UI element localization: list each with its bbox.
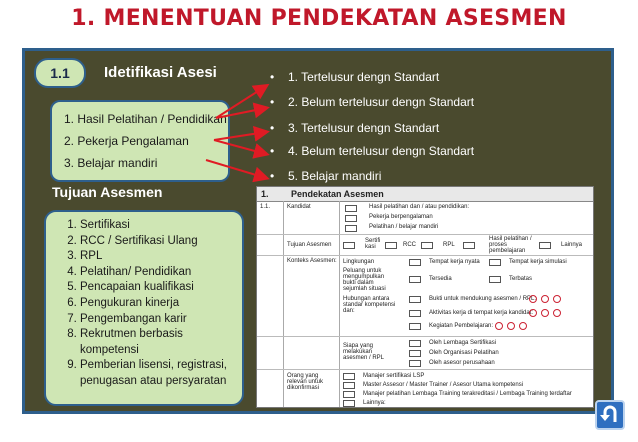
arrow-5: [206, 160, 266, 178]
tujuan-list-box: [44, 210, 244, 406]
bullet-item: • 1. Tertelusur dengn Standart: [270, 70, 440, 84]
checkbox: [409, 310, 421, 317]
tujuan-item: 2. RCC / Sertifikasi Ulang: [80, 234, 236, 250]
checkbox: [489, 276, 501, 283]
sad-face-icon: [519, 322, 527, 330]
checkbox: [343, 391, 355, 398]
bullet-item: • 3. Tertelusur dengn Standart: [270, 121, 440, 135]
tujuan-item: 5. Pencapaian kualifikasi: [80, 280, 236, 296]
neutral-face-icon: [507, 322, 515, 330]
section-number-badge: 1.1: [34, 58, 86, 88]
sad-face-icon: [553, 309, 561, 317]
checkbox: [409, 350, 421, 357]
checkbox: [409, 276, 421, 283]
smiley-icon: [529, 295, 537, 303]
checkbox: [343, 400, 355, 407]
form-screenshot: 1. Pendekatan Asesmen 1.1. Kandidat Hasil pelatihan dan / atau pendidikan: Pekerja berpengalaman Pelatihan / belajar mandiri Tujuan Asesmen Sertifi kasi RCC RPL Hasil pelatihan / proses pembelajaran Lainnya Konteks Asesmen: Lingkungan Peluang untuk mengumpulkan bukti dalam sejumlah situasi Hubungan antara standar kompetensi dan: Tempat kerja nyata Tempat kerja simulasi Tersedia Terbatas Bukti untuk mendukung asesmen / RPL: Aktivitas kerja di tempat kerja kandidat: Kegiatan Pembelajaran: Siapa yang melakukan asesmen / RPL Oleh Lembaga Sertifikasi Oleh Organisasi Pelatihan Oleh asesor perusahaan Orang yang relevan untuk dikonfirmasi Manajer sertifikasi LSP Master Assesor / Master Trainer / Asesor Utama kompetensi Manajer pelatihan Lembaga Training terakreditasi / Lembaga Training terdaftar Lainnya:: [256, 186, 594, 408]
tujuan-item: 9. Pemberian lisensi, registrasi, penugasan atau persyaratan: [80, 358, 236, 389]
candidate-type-item: 1. Hasil Pelatihan / Pendidikan: [64, 112, 227, 126]
tujuan-item: 6. Pengukuran kinerja: [80, 296, 236, 312]
tujuan-list: [46, 212, 242, 390]
bullet-item: • 2. Belum tertelusur dengn Standart: [270, 95, 475, 109]
checkbox: [539, 242, 551, 249]
checkbox: [345, 215, 357, 222]
arrow-4: [214, 140, 266, 154]
checkbox: [409, 323, 421, 330]
checkbox: [409, 360, 421, 367]
bullet-item: • 5. Belajar mandiri: [270, 169, 382, 183]
checkbox: [409, 296, 421, 303]
checkbox: [489, 259, 501, 266]
tujuan-item: 1. Sertifikasi: [80, 218, 236, 234]
checkbox: [421, 242, 433, 249]
candidate-type-item: 3. Belajar mandiri: [64, 156, 158, 170]
checkbox: [343, 382, 355, 389]
neutral-face-icon: [541, 309, 549, 317]
form-header: 1. Pendekatan Asesmen: [257, 187, 593, 202]
checkbox: [463, 242, 475, 249]
candidate-type-item: 2. Pekerja Pengalaman: [64, 134, 189, 148]
sad-face-icon: [553, 295, 561, 303]
tujuan-item: 7. Pengembangan karir: [80, 312, 236, 328]
smiley-icon: [529, 309, 537, 317]
neutral-face-icon: [541, 295, 549, 303]
tujuan-item: 4. Pelatihan/ Pendidikan: [80, 265, 236, 281]
back-nav-button[interactable]: [595, 400, 625, 430]
checkbox: [345, 225, 357, 232]
tujuan-title: Tujuan Asesmen: [52, 184, 163, 200]
section-title: Idetifikasi Asesi: [104, 64, 217, 81]
page-title: 1. MENENTUAN PENDEKATAN ASESMEN: [71, 6, 567, 31]
u-turn-back-icon: [597, 402, 623, 428]
tujuan-item: 3. RPL: [80, 249, 236, 265]
smiley-icon: [495, 322, 503, 330]
checkbox: [409, 340, 421, 347]
checkbox: [343, 242, 355, 249]
checkbox: [343, 373, 355, 380]
tujuan-item: 8. Rekrutmen berbasis kompetensi: [80, 327, 236, 358]
checkbox: [345, 205, 357, 212]
arrow-3: [214, 132, 266, 140]
bullet-item: • 4. Belum tertelusur dengn Standart: [270, 144, 475, 158]
checkbox: [409, 259, 421, 266]
checkbox: [385, 242, 397, 249]
